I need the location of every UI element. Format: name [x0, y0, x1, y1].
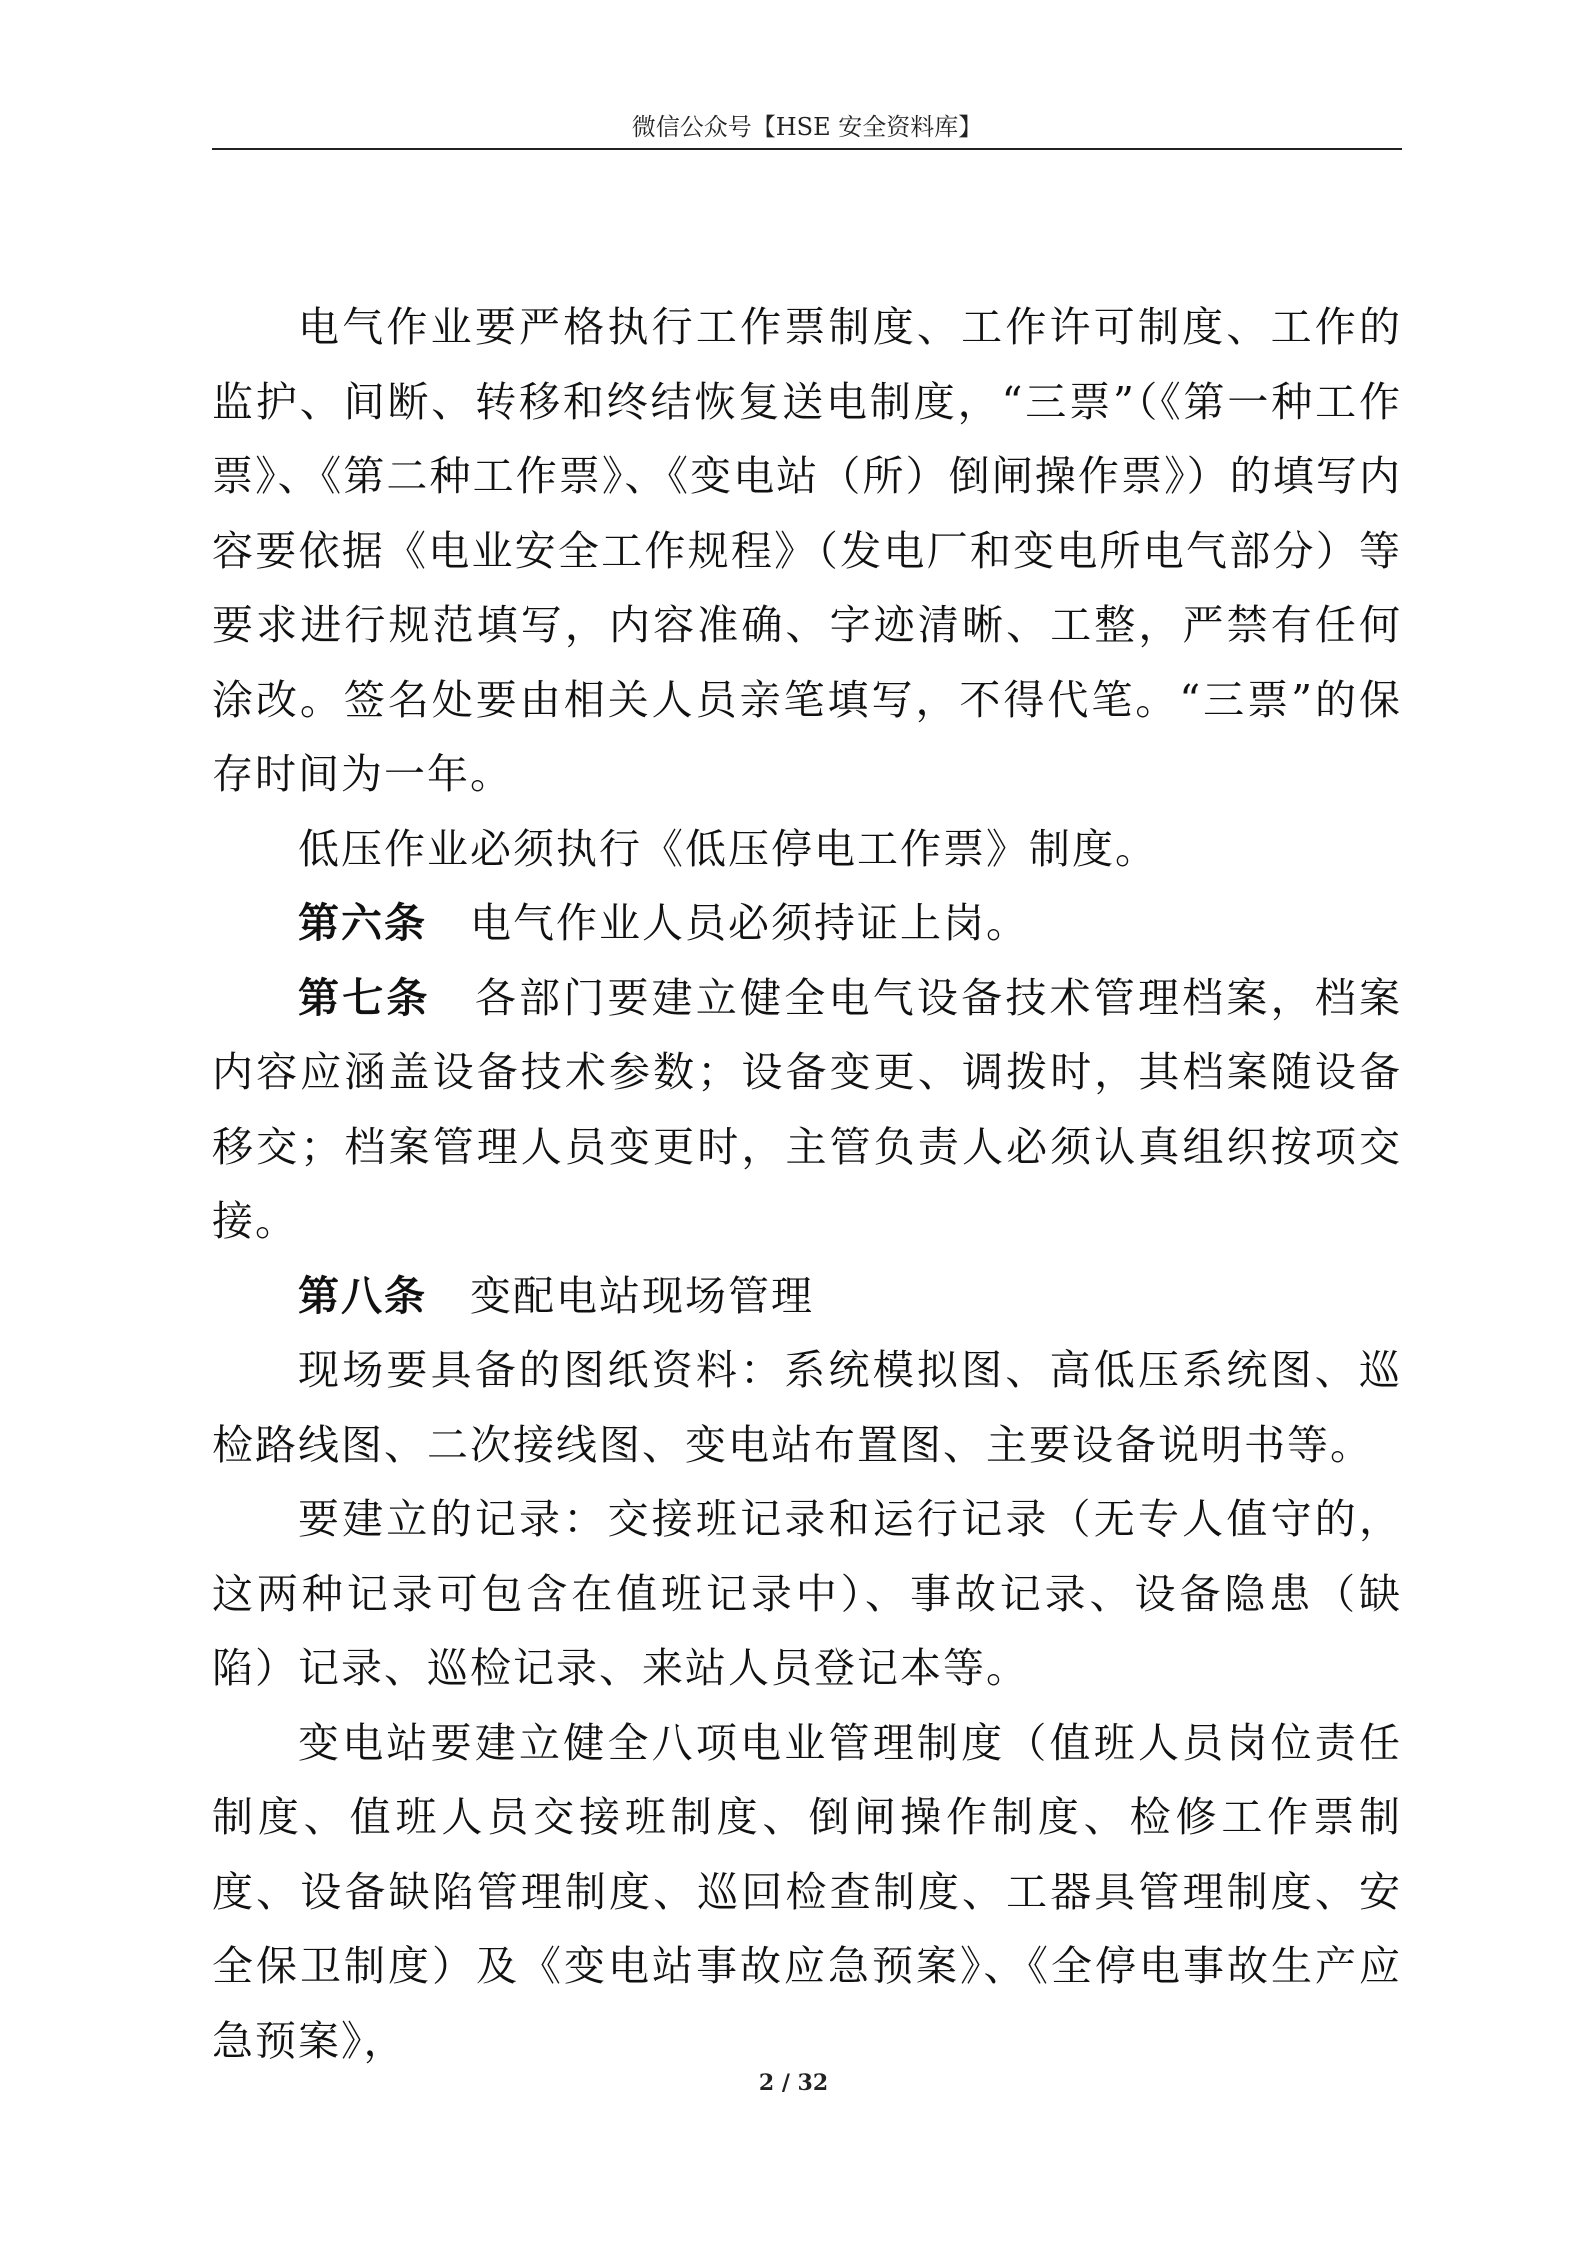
article-number: 第六条: [298, 899, 427, 947]
paragraph-text: 要建立的记录：交接班记录和运行记录（无专人值守的，这两种记录可包含在值班记录中）、事故记录、设备隐患（缺陷）记录、巡检记录、来站人员登记本等。: [212, 1495, 1402, 1692]
paragraph-regulations: [212, 1706, 1402, 2079]
article-seven: [212, 961, 1402, 1259]
paragraph-ticket-system: [212, 290, 1402, 812]
page-header: [212, 110, 1402, 150]
paragraph-records: [212, 1482, 1402, 1706]
article-six: [212, 886, 1402, 961]
document-body: [212, 290, 1402, 2078]
article-eight: [212, 1259, 1402, 1334]
paragraph-low-voltage: [212, 812, 1402, 887]
paragraph-drawings: [212, 1333, 1402, 1482]
paragraph-text: 电气作业要严格执行工作票制度、工作许可制度、工作的监护、间断、转移和终结恢复送电制度，“三票”（《第一种工作票》、《第二种工作票》、《变电站（所）倒闸操作票》）的填写内容要依据《电业安全工作规程》（发电厂和变电所电气部分）等要求进行规范填写，内容准确、字迹清晰、工整，严禁有任何涂改。签名处要由相关人员亲笔填写，不得代笔。“三票”的保存时间为一年。: [212, 303, 1402, 798]
paragraph-text: 变电站要建立健全八项电业管理制度（值班人员岗位责任制度、值班人员交接班制度、倒闸操作制度、检修工作票制度、设备缺陷管理制度、巡回检查制度、工器具管理制度、安全保卫制度）及《变电站事故应急预案》、《全停电事故生产应急预案》，: [212, 1718, 1402, 2065]
paragraph-text: 各部门要建立健全电气设备技术管理档案，档案内容应涵盖设备技术参数；设备变更、调拨时，其档案随设备移交；档案管理人员变更时，主管负责人必须认真组织按项交接。: [212, 973, 1402, 1245]
paragraph-text: 电气作业人员必须持证上岗。: [427, 899, 1029, 947]
paragraph-text: 现场要具备的图纸资料：系统模拟图、高低压系统图、巡检路线图、二次接线图、变电站布置图、主要设备说明书等。: [212, 1346, 1402, 1469]
article-number: 第七条: [298, 973, 431, 1022]
paragraph-text: 变配电站现场管理: [427, 1271, 814, 1320]
header-title: 微信公众号【HSE 安全资料库】: [631, 113, 983, 141]
paragraph-text: 低压作业必须执行《低压停电工作票》制度。: [298, 824, 1158, 873]
article-number: 第八条: [298, 1271, 427, 1320]
page-number: 2 / 32: [758, 2070, 829, 2096]
